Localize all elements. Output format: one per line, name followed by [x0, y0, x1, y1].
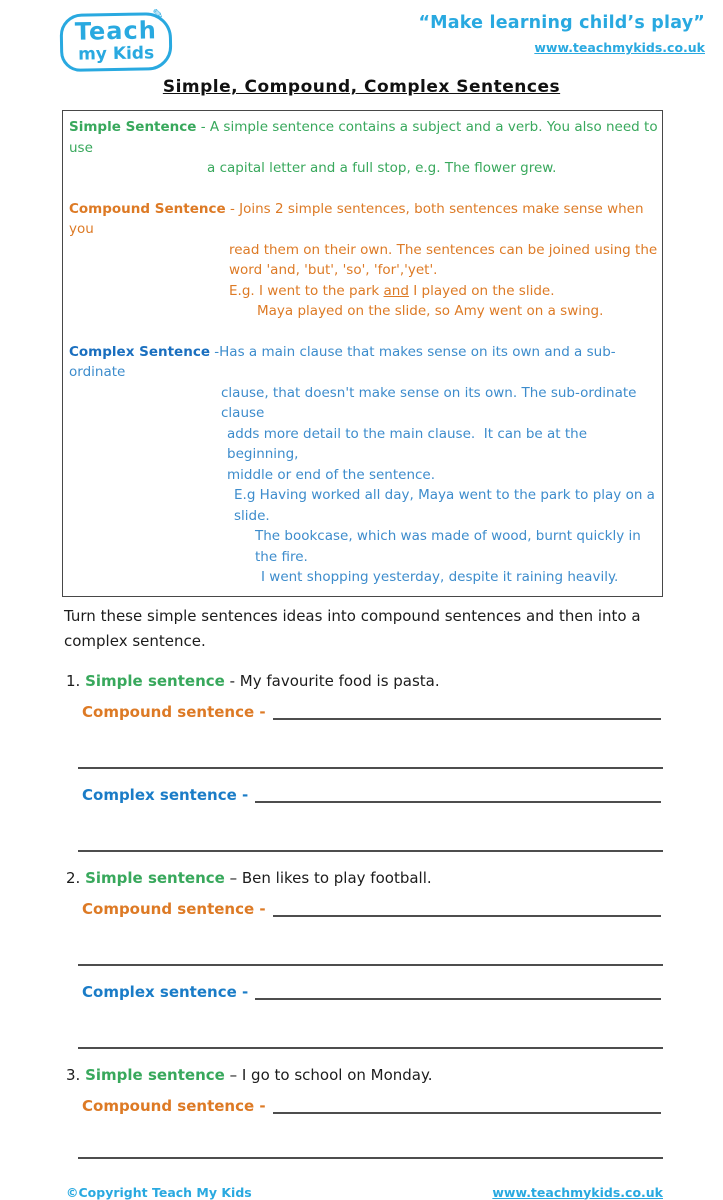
- simple-sentence-row: 3. Simple sentence – I go to school on Monday.: [66, 1065, 433, 1084]
- complex-sentence-label: Complex sentence -: [82, 982, 249, 1001]
- item-number: 3.: [66, 1065, 81, 1084]
- complex-answer-row: [82, 981, 663, 1003]
- answer-blank-line: [273, 915, 661, 917]
- answer-blank-line: [255, 801, 661, 803]
- simple-sentence-label: Simple sentence: [85, 1065, 225, 1084]
- brand-block: [418, 13, 705, 56]
- tagline: “Make learning child’s play”: [418, 13, 705, 33]
- complex-example-3: I went shopping yesterday, despite it raining heavily.: [261, 569, 619, 585]
- simple-sentence-row: 1. Simple sentence - My favourite food is pasta.: [66, 671, 440, 690]
- logo-text-bottom: my Kids: [77, 43, 155, 65]
- simple-sentence-definition: Simple Sentence - A simple sentence contains a subject and a verb. You also need to use a capital letter and a full stop, e.g. The flower grew.: [69, 119, 662, 176]
- simple-sentence-row: 2. Simple sentence – Ben likes to play football.: [66, 868, 432, 887]
- teach-my-kids-logo: [60, 7, 173, 72]
- compound-sentence-label: Compound sentence -: [82, 899, 266, 918]
- definitions-box: [62, 110, 663, 597]
- answer-blank-line: [273, 1112, 661, 1114]
- answer-continuation-line: [78, 850, 663, 852]
- compound-sentence-definition: Compound Sentence - Joins 2 simple sentences, both sentences make sense when you read them on their own. The sentences can be joined using the word 'and, 'but', 'so', 'for','yet'. E.g. I went to the park and I played on the slide. Maya played on the slide, so Amy went on a swing.: [69, 199, 658, 322]
- complex-answer-row: [82, 784, 663, 806]
- answer-continuation-line: [78, 964, 663, 966]
- complex-sentence-label: Complex Sentence: [69, 343, 210, 360]
- item-number: 1.: [66, 671, 81, 690]
- copyright-text: ©Copyright Teach My Kids: [66, 1184, 252, 1200]
- compound-answer-row: [82, 701, 663, 723]
- compound-sentence-label: Compound Sentence: [69, 200, 226, 217]
- header-website-link[interactable]: www.teachmykids.co.uk: [534, 40, 705, 55]
- pencil-icon: ✎: [152, 7, 165, 23]
- logo-text-top: Teach✎: [74, 7, 165, 46]
- footer: [66, 1185, 663, 1200]
- complex-example-1: E.g Having worked all day, Maya went to the park to play on a slide.: [234, 487, 660, 524]
- compound-answer-row: [82, 1095, 663, 1117]
- simple-sentence-text: I go to school on Monday.: [241, 1065, 433, 1084]
- answer-continuation-line: [78, 767, 663, 769]
- compound-example-2: Maya played on the slide, so Amy went on a swing.: [257, 303, 604, 319]
- spacer: [69, 179, 658, 199]
- answer-continuation-line: [78, 1157, 663, 1159]
- complex-sentence-label: Complex sentence -: [82, 785, 249, 804]
- item-number: 2.: [66, 868, 81, 887]
- answer-continuation-line: [78, 1047, 663, 1049]
- exercise-item-3: [66, 1064, 663, 1159]
- exercise-item-1: [66, 670, 663, 852]
- exercises: [66, 670, 663, 1159]
- complex-example-2: The bookcase, which was made of wood, burnt quickly in the fire.: [255, 528, 646, 565]
- header: [0, 0, 723, 71]
- spacer: [69, 322, 658, 342]
- exercise-item-2: [66, 867, 663, 1049]
- answer-blank-line: [255, 998, 661, 1000]
- simple-sentence-text: Ben likes to play football.: [241, 868, 432, 887]
- simple-sentence-label: Simple Sentence: [69, 119, 197, 135]
- simple-sentence-label: Simple sentence: [85, 868, 225, 887]
- footer-website-link[interactable]: www.teachmykids.co.uk: [492, 1184, 663, 1200]
- compound-answer-row: [82, 898, 663, 920]
- page-title: Simple, Compound, Complex Sentences: [162, 77, 561, 97]
- simple-sentence-label: Simple sentence: [85, 671, 225, 690]
- compound-sentence-label: Compound sentence -: [82, 702, 266, 721]
- compound-sentence-label: Compound sentence -: [82, 1096, 266, 1115]
- complex-sentence-definition: Complex Sentence -Has a main clause that makes sense on its own and a sub-ordinate clause, that doesn't make sense on its own. The sub-ordinate clause adds more detail to the main clause. It can be at the beginning, middle or end of the sentence. E.g Having worked all day, Maya went to the park to play on a slide. The bookcase, which was made of wood, burnt quickly in the fire. I went shopping yesterday, despite it raining heavily.: [69, 342, 658, 588]
- compound-example-1: E.g. I went to the park and I played on the slide.: [229, 282, 555, 299]
- answer-blank-line: [273, 718, 661, 720]
- simple-sentence-text: My favourite food is pasta.: [239, 671, 440, 690]
- task-instruction: Turn these simple sentences ideas into compound sentences and then into a complex sentence.: [64, 606, 641, 650]
